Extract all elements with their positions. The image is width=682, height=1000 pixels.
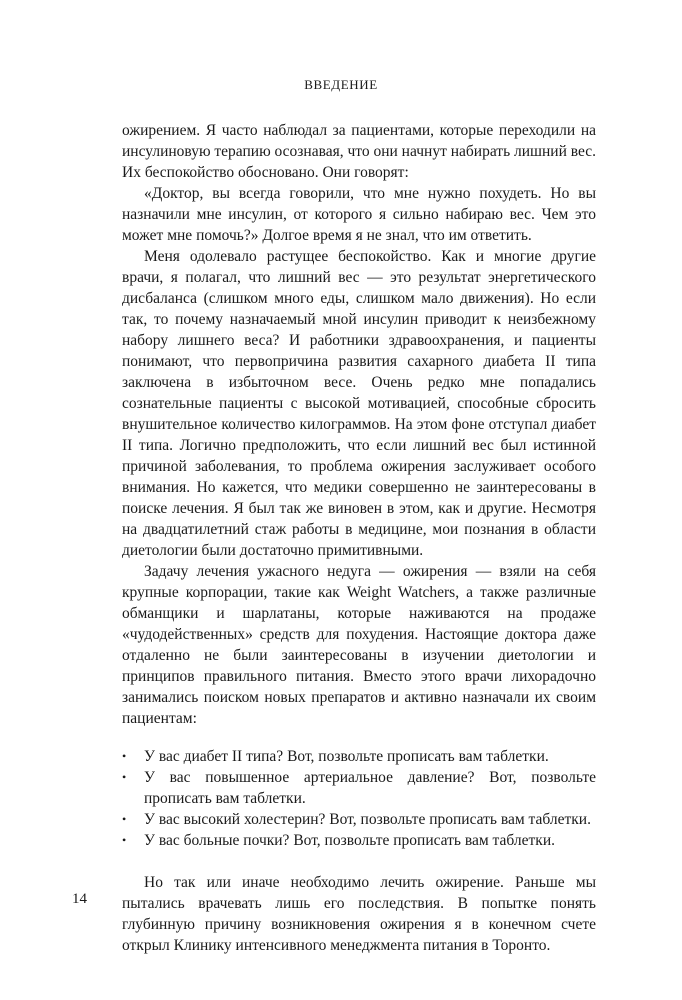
bullet-list (122, 746, 596, 851)
paragraph: «Доктор, вы всегда говорили, что мне нужно похудеть. Но вы назначили мне инсулин, от которого я сильно набираю вес. Чем это может мне помочь?» Долгое время я не знал, что им ответить. (122, 185, 596, 244)
bullet-text: У вас повышенное артериальное давление? Вот, позвольте прописать вам таблетки. (144, 769, 596, 807)
paragraph: ожирением. Я часто наблюдал за пациентами, которые переходили на инсулиновую терапию осознавая, что они начнут набирать лишний вес. Их беспокойство обосновано. Они говорят: (122, 122, 596, 181)
running-head: ВВЕДЕНИЕ (304, 77, 378, 92)
bullet-item (122, 809, 596, 830)
bullet-item (122, 746, 596, 767)
bullet-item (122, 830, 596, 851)
paragraph: Задачу лечения ужасного недуга — ожирения — взяли на себя крупные корпорации, такие как Weight Watchers, а также различные обманщики и шарлатаны, которые наживаются на продаже «чудодейственных» средств для похудения. Настоящие доктора даже отдаленно не были заинтересованы в изучении диетологии и принципов правильного питания. Вместо этого врачи лихорадочно занимались поиском новых препаратов и активно назначали их своим пациентам: (122, 563, 596, 727)
bullet-item (122, 767, 596, 809)
bullet-text: У вас высокий холестерин? Вот, позвольте прописать вам таблетки. (144, 811, 591, 828)
bullet-icon: • (122, 812, 127, 826)
paragraph: Но так или иначе необходимо лечить ожирение. Раньше мы пытались врачевать лишь его последствия. В попытке понять глубинную причину возникновения ожирения я в конечном счете открыл Клинику интенсивного менеджмента питания в Торонто. (122, 874, 596, 954)
bullet-icon: • (122, 770, 127, 784)
bullet-text: У вас больные почки? Вот, позвольте прописать вам таблетки. (144, 832, 555, 849)
bullet-icon: • (122, 833, 127, 847)
bullet-icon: • (122, 749, 127, 763)
paragraph: Меня одолевало растущее беспокойство. Как и многие другие врачи, я полагал, что лишний вес — это результат энергетического дисбаланса (слишком много еды, слишком мало движения). Но если так, то почему назначаемый мной инсулин приводит к неизбежному набору лишнего веса? И работники здравоохранения, и пациенты понимают, что первопричина развития сахарного диабета II типа заключена в избыточном весе. Очень редко мне попадались сознательные пациенты с высокой мотивацией, способные сбросить внушительное количество килограммов. На этом фоне отступал диабет II типа. Логично предположить, что если лишний вес был истинной причиной заболевания, то проблема ожирения заслуживает особого внимания. Но кажется, что медики совершенно не заинтересованы в поиске лечения. Я был так же виновен в этом, как и другие. Несмотря на двадцатилетний стаж работы в медицине, мои познания в области диетологии были достаточно примитивными. (122, 248, 596, 559)
bullet-text: У вас диабет II типа? Вот, позвольте прописать вам таблетки. (144, 748, 549, 765)
page-number: 14 (72, 891, 87, 907)
body-text (122, 120, 596, 956)
